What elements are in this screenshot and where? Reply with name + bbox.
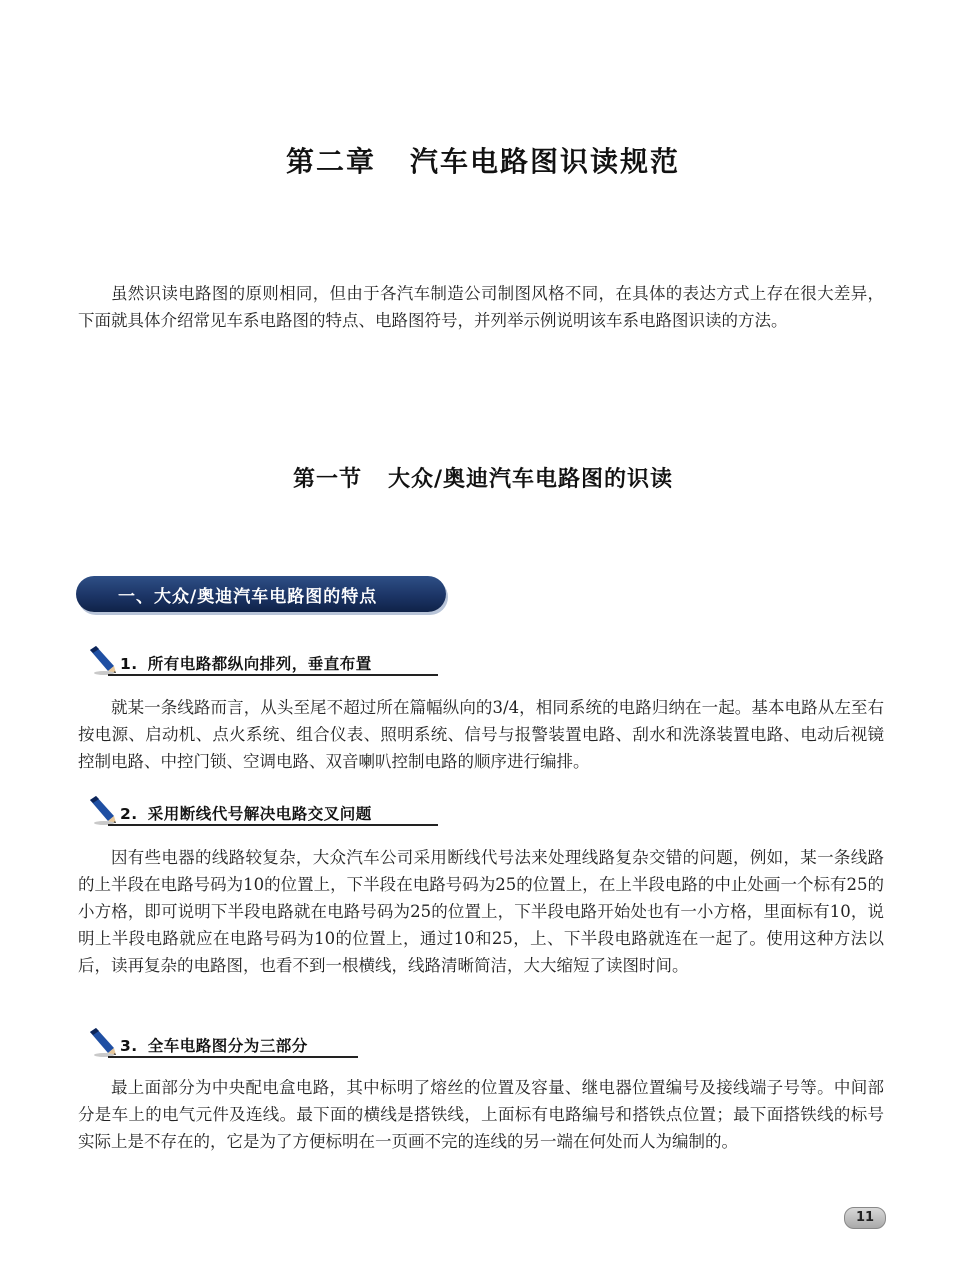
underline	[108, 824, 438, 826]
pencil-icon	[84, 1028, 118, 1058]
topic-banner-text: 一、大众/奥迪汽车电路图的特点	[118, 587, 378, 607]
item-2-paragraph: 因有些电器的线路较复杂，大众汽车公司采用断线代号法来处理线路复杂交错的问题，例如，某一条线路的上半段在电路号码为10的位置上，下半段在电路号码为25的位置上，在上半段电路的中止处画一个标有25的小方格，即可说明下半段电路就在电路号码为25的位置上，下半段电路开始处也有一小方格，里面标有10，说明上半段电路就应在电路号码为10的位置上，通过10和25，上、下半段电路就连在一起了。使用这种方法以后，读再复杂的电路图，也看不到一根横线，线路清晰简洁，大大缩短了读图时间。	[78, 848, 884, 975]
chapter-title-text: 汽车电路图识读规范	[410, 145, 681, 178]
page-number: 11	[844, 1207, 886, 1229]
underline	[108, 1056, 358, 1058]
subheading-2-label: 2. 采用断线代号解决电路交叉问题	[120, 805, 372, 823]
chapter-title	[0, 140, 966, 180]
section-number: 第一节	[292, 467, 362, 492]
item-3-paragraph: 最上面部分为中央配电盒电路，其中标明了熔丝的位置及容量、继电器位置编号及接线端子号等。中间部分是车上的电气元件及连线。最下面的横线是搭铁线，上面标有电路编号和搭铁点位置；最下面搭铁线的标号实际上是不存在的，它是为了方便标明在一页画不完的连线的另一端在何处而人为编制的。	[78, 1078, 884, 1151]
subheading-1-label: 1. 所有电路都纵向排列，垂直布置	[120, 655, 372, 673]
pencil-icon	[84, 646, 118, 676]
section-title	[0, 462, 966, 493]
underline	[108, 674, 438, 676]
intro-paragraph: 虽然识读电路图的原则相同，但由于各汽车制造公司制图风格不同，在具体的表达方式上存在很大差异，下面就具体介绍常见车系电路图的特点、电路图符号，并列举示例说明该车系电路图识读的方法。	[78, 284, 884, 330]
section-title-text: 大众/奥迪汽车电路图的识读	[387, 467, 674, 492]
chapter-number: 第二章	[285, 145, 376, 178]
subheading-3-label: 3. 全车电路图分为三部分	[120, 1037, 308, 1055]
topic-banner	[76, 576, 446, 612]
item-1-paragraph: 就某一条线路而言，从头至尾不超过所在篇幅纵向的3/4，相同系统的电路归纳在一起。基本电路从左至右按电源、启动机、点火系统、组合仪表、照明系统、信号与报警装置电路、刮水和洗涤装置电路、电动后视镜控制电路、中控门锁、空调电路、双音喇叭控制电路的顺序进行编排。	[78, 698, 884, 771]
pencil-icon	[84, 796, 118, 826]
